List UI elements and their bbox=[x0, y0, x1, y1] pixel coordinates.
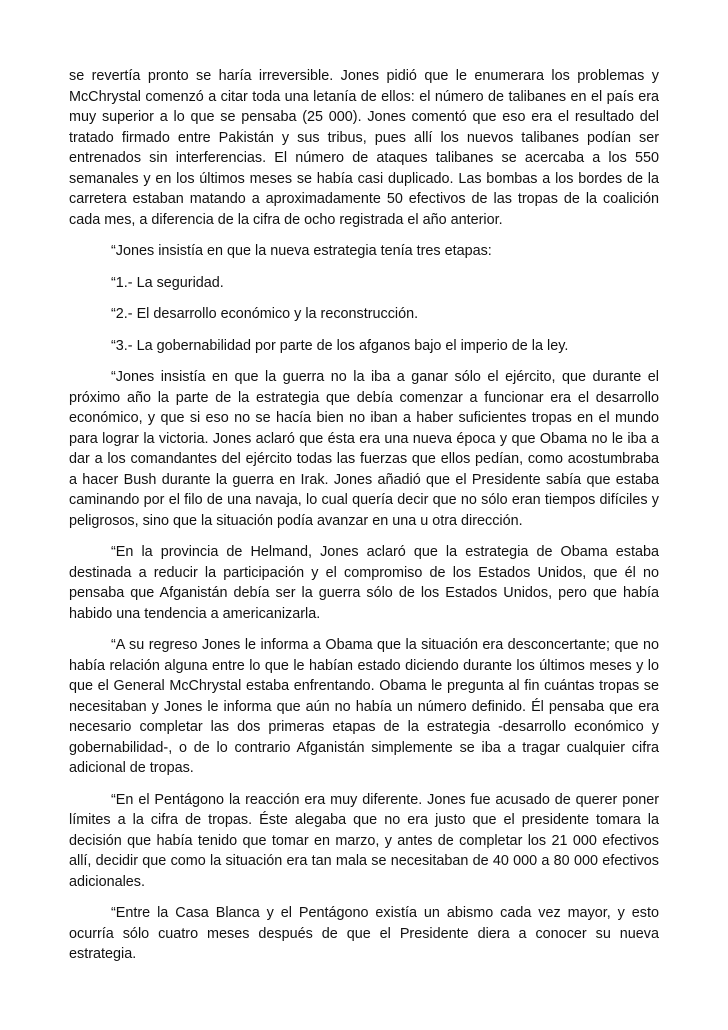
list-item-3: “3.- La gobernabilidad por parte de los afganos bajo el imperio de la ley. bbox=[111, 337, 569, 354]
paragraph-2: “Jones insistía en que la nueva estrategia tenía tres etapas: bbox=[111, 243, 492, 259]
paragraph-10: “Entre la Casa Blanca y el Pentágono existía un abismo cada vez mayor, y esto ocurría sólo cuatro meses después de que el Presidente diera a conocer su nueva estrategia. bbox=[69, 905, 659, 962]
paragraph-1: se revertía pronto se haría irreversible. Jones pidió que le enumerara los problemas y McChrystal comenzó a citar toda una letanía de ellos: el número de talibanes en el país era muy superior a lo que se pensaba (25 000). Jones comentó que eso era el resultado del tratado firmado entre Pakistán y sus tribus, pues allí los nuevos talibanes podían ser entrenados sin interferencias. El número de ataques talibanes se acercaba a los 550 semanales y en los últimos meses se había casi duplicado. Las bombas a los bordes de la carretera estaban matando a aproximadamente 50 efectivos de las tropas de la coalición cada mes, a diferencia de la cifra de ocho registrada el año anterior. bbox=[69, 68, 659, 228]
list-item-1: “1.- La seguridad. bbox=[111, 274, 224, 291]
document-page bbox=[69, 66, 659, 976]
paragraph-8: “A su regreso Jones le informa a Obama que la situación era desconcertante; que no había relación alguna entre lo que le habían estado diciendo durante los últimos meses y lo que el General McChrystal estaba enfrentando. Obama le pregunta al fin cuántas tropas se necesitaban y Jones le informa que aún no había un número definido. Él pensaba que era necesario completar las dos primeras etapas de la estrategia -desarrollo económico y gobernabilidad-, o de lo contrario Afganistán simplemente se iba a tragar cualquier cifra adicional de tropas. bbox=[69, 637, 659, 776]
paragraph-6: “Jones insistía en que la guerra no la iba a ganar sólo el ejército, que durante el próximo año la parte de la estrategia que debía comenzar a funcionar era el desarrollo económico, y que si eso no se hacía bien no iban a haber suficientes tropas en el mundo para lograr la victoria. Jones aclaró que ésta era una nueva época y que Obama no le iba a dar a los comandantes del ejército todas las fuerzas que ellos pedían, como acostumbraba a hacer Bush durante la guerra en Irak. Jones añadió que el Presidente sabía que estaba caminando por el filo de una navaja, lo cual quería decir que no sólo eran tiempos difíciles y peligrosos, sino que la situación podía avanzar en una u otra dirección. bbox=[69, 369, 659, 529]
list-item-2: “2.- El desarrollo económico y la reconstrucción. bbox=[111, 306, 419, 322]
paragraph-9: “En el Pentágono la reacción era muy diferente. Jones fue acusado de querer poner límites a la cifra de tropas. Éste alegaba que no era justo que el presidente tomara la decisión que había tenido que tomar en marzo, y antes de completar los 21 000 efectivos allí, decidir que como la situación era tan mala se necesitaban de 40 000 a 80 000 efectivos adicionales. bbox=[69, 791, 659, 890]
paragraph-7: “En la provincia de Helmand, Jones aclaró que la estrategia de Obama estaba destinada a reducir la participación y el compromiso de los Estados Unidos, que él no pensaba que Afganistán debía ser la guerra sólo de los Estados Unidos, pero que había habido una tendencia a americanizarla. bbox=[69, 544, 659, 622]
